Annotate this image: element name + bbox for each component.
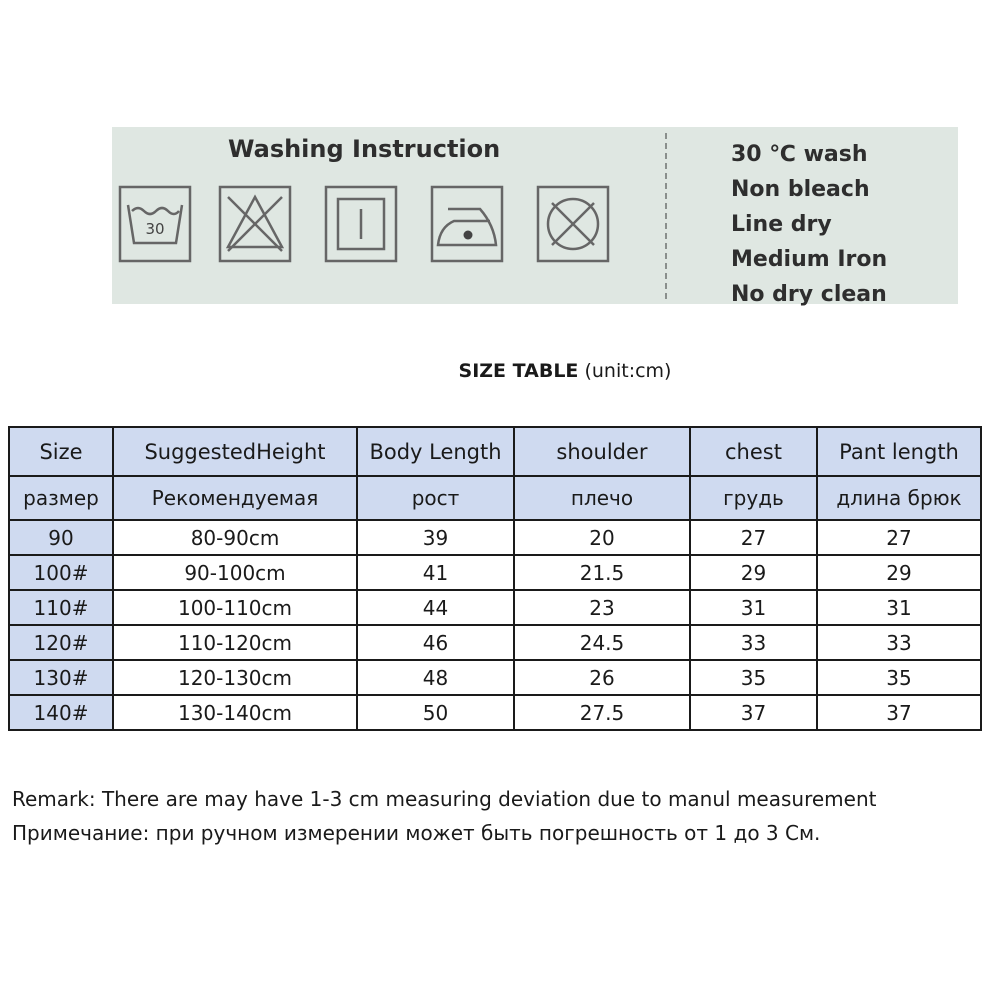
cell-chest: 29 [690, 555, 817, 590]
table-row [9, 695, 981, 730]
remark-block [12, 782, 876, 850]
header-chest-ru: грудь [690, 476, 817, 520]
cell-chest: 35 [690, 660, 817, 695]
cell-pant-length: 27 [817, 520, 981, 555]
cell-body-length: 50 [357, 695, 514, 730]
cell-chest: 27 [690, 520, 817, 555]
care-instruction-dry-clean: No dry clean [731, 282, 887, 307]
size-table-unit: (unit:cm) [584, 360, 672, 382]
cell-size: 90 [9, 520, 113, 555]
no-bleach-icon [218, 185, 292, 263]
washing-title: Washing Instruction [228, 135, 501, 163]
cell-pant-length: 31 [817, 590, 981, 625]
cell-chest: 37 [690, 695, 817, 730]
medium-iron-icon [430, 185, 504, 263]
size-table-title [0, 360, 1000, 382]
care-instructions-list [731, 137, 887, 312]
cell-size: 140# [9, 695, 113, 730]
table-row [9, 590, 981, 625]
wash-temp-label: 30 [145, 220, 165, 238]
cell-body-length: 44 [357, 590, 514, 625]
table-row [9, 660, 981, 695]
cell-body-length: 39 [357, 520, 514, 555]
cell-size: 100# [9, 555, 113, 590]
washing-instruction-panel [112, 127, 958, 307]
care-instruction-iron: Medium Iron [731, 247, 888, 272]
header-pant-length-ru: длина брюк [817, 476, 981, 520]
cell-height: 80-90cm [113, 520, 357, 555]
cell-height: 100-110cm [113, 590, 357, 625]
wash-30-icon [118, 185, 192, 263]
cell-height: 120-130cm [113, 660, 357, 695]
table-row [9, 625, 981, 660]
cell-size: 120# [9, 625, 113, 660]
header-row-english [9, 427, 981, 476]
size-table-title-bold: SIZE TABLE [458, 360, 579, 382]
cell-body-length: 46 [357, 625, 514, 660]
cell-shoulder: 23 [514, 590, 690, 625]
header-body-length: Body Length [357, 427, 514, 476]
cell-pant-length: 29 [817, 555, 981, 590]
cell-pant-length: 37 [817, 695, 981, 730]
line-dry-icon [324, 185, 398, 263]
header-pant-length: Pant length [817, 427, 981, 476]
cell-shoulder: 21.5 [514, 555, 690, 590]
no-dry-clean-icon [536, 185, 610, 263]
cell-chest: 33 [690, 625, 817, 660]
cell-shoulder: 24.5 [514, 625, 690, 660]
cell-pant-length: 35 [817, 660, 981, 695]
cell-height: 130-140cm [113, 695, 357, 730]
cell-size: 110# [9, 590, 113, 625]
cell-pant-length: 33 [817, 625, 981, 660]
header-shoulder-ru: плечо [514, 476, 690, 520]
cell-height: 110-120cm [113, 625, 357, 660]
table-row [9, 555, 981, 590]
care-instruction-dry: Line dry [731, 212, 832, 237]
table-row [9, 520, 981, 555]
care-instruction-wash: 30 ℃ wash [731, 142, 868, 167]
header-size-ru: размер [9, 476, 113, 520]
size-table [8, 426, 982, 731]
header-chest: chest [690, 427, 817, 476]
remark-russian: Примечание: при ручном измерении может быть погрешность от 1 до 3 См. [12, 821, 821, 845]
header-suggested-height: SuggestedHeight [113, 427, 357, 476]
cell-shoulder: 26 [514, 660, 690, 695]
remark-english: Remark: There are may have 1-3 cm measuring deviation due to manul measurement [12, 787, 877, 811]
cell-body-length: 41 [357, 555, 514, 590]
header-suggested-height-ru: Рекомендуемая [113, 476, 357, 520]
header-row-russian [9, 476, 981, 520]
cell-body-length: 48 [357, 660, 514, 695]
cell-height: 90-100cm [113, 555, 357, 590]
care-instruction-bleach: Non bleach [731, 177, 870, 202]
header-size: Size [9, 427, 113, 476]
cell-shoulder: 27.5 [514, 695, 690, 730]
header-shoulder: shoulder [514, 427, 690, 476]
header-body-length-ru: рост [357, 476, 514, 520]
cell-size: 130# [9, 660, 113, 695]
cell-chest: 31 [690, 590, 817, 625]
panel-divider [665, 133, 667, 299]
cell-shoulder: 20 [514, 520, 690, 555]
